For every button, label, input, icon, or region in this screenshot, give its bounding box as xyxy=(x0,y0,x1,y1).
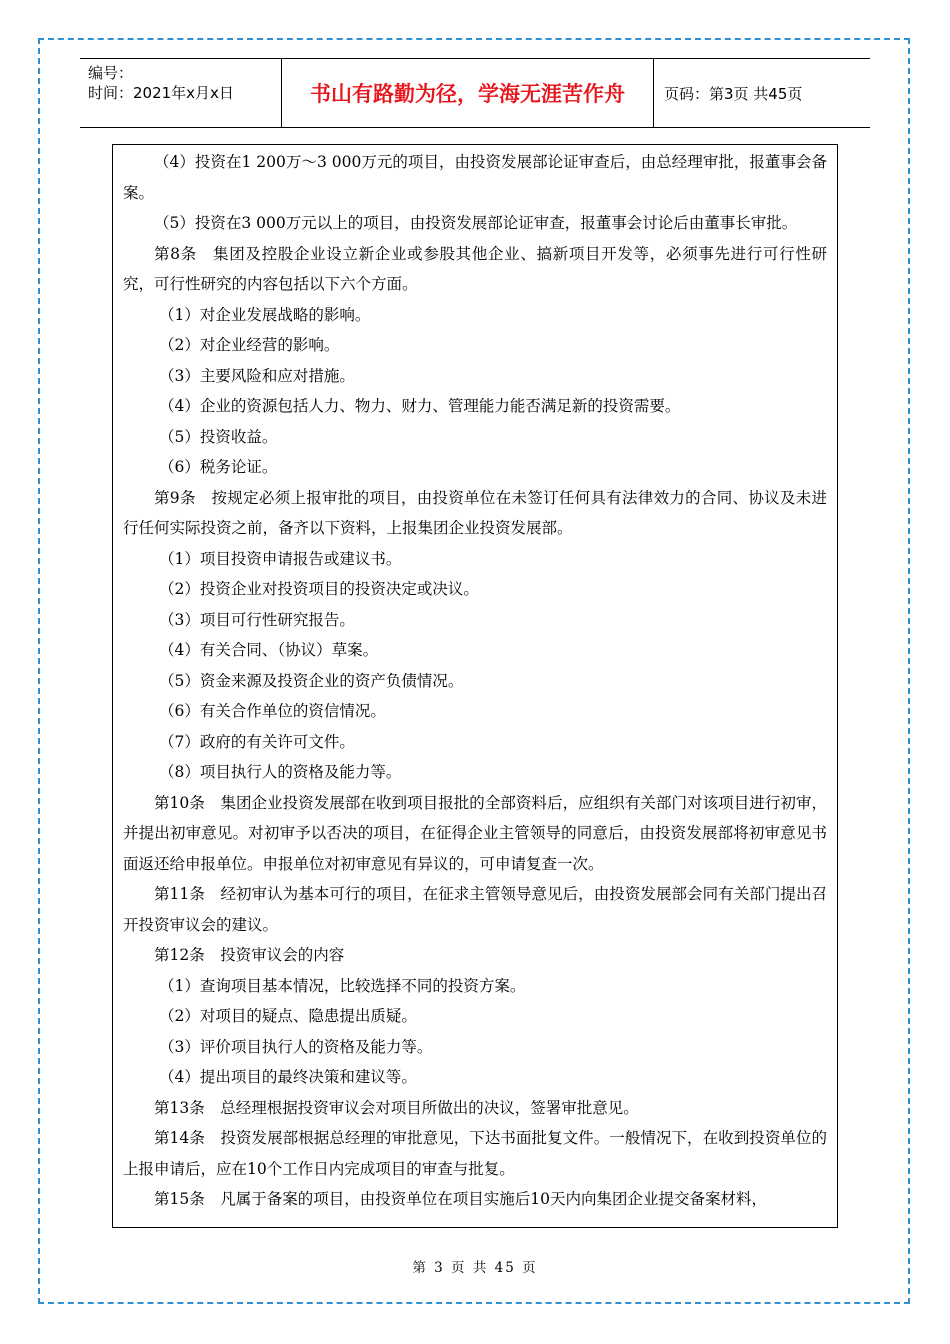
paragraph: 第11条 经初审认为基本可行的项目，在征求主管领导意见后，由投资发展部会同有关部门提出召开投资审议会的建议。 xyxy=(123,885,827,934)
document-body xyxy=(112,144,838,1228)
list-item: （4）企业的资源包括人力、物力、财力、管理能力能否满足新的投资需要。 xyxy=(159,397,681,415)
number-label: 编号： xyxy=(88,64,134,82)
page-footer: 第 3 页 共 45 页 xyxy=(412,1260,538,1276)
header-motto: 书山有路勤为径，学海无涯苦作舟 xyxy=(310,82,625,106)
list-item: （3）评价项目执行人的资格及能力等。 xyxy=(159,1037,433,1056)
list-item: （5）投资收益。 xyxy=(159,427,278,446)
paragraph: （4）投资在1 200万～3 000万元的项目，由投资发展部论证审查后，由总经理审批，报董事会备案。 xyxy=(123,153,827,202)
list-item: （2）对企业经营的影响。 xyxy=(159,336,340,354)
paragraph: 第13条 总经理根据投资审议会对项目所做出的决议，签署审批意见。 xyxy=(154,1098,639,1117)
list-item: （3）项目可行性研究报告。 xyxy=(159,610,355,629)
list-item: （5）资金来源及投资企业的资产负债情况。 xyxy=(159,671,464,690)
list-item: （2）对项目的疑点、隐患提出质疑。 xyxy=(159,1007,417,1025)
list-item: （1）对企业发展战略的影响。 xyxy=(159,305,371,324)
paragraph: 第12条 投资审议会的内容 xyxy=(154,946,345,964)
document-header xyxy=(80,58,870,128)
paragraph: 第14条 投资发展部根据总经理的审批意见，下达书面批复文件。一般情况下，在收到投资单位的上报申请后，应在10个工作日内完成项目的审查与批复。 xyxy=(123,1129,827,1178)
header-motto-cell xyxy=(282,59,654,127)
header-page-info: 页码：第3页 共45页 xyxy=(664,84,803,103)
list-item: （4）有关合同、（协议）草案。 xyxy=(159,641,379,659)
list-item: （8）项目执行人的资格及能力等。 xyxy=(159,763,402,781)
list-item: （1）项目投资申请报告或建议书。 xyxy=(159,549,402,568)
list-item: （4）提出项目的最终决策和建议等。 xyxy=(159,1068,417,1086)
paragraph: （5）投资在3 000万元以上的项目，由投资发展部论证审查，报董事会讨论后由董事长审批。 xyxy=(154,214,798,232)
paragraph: 第15条 凡属于备案的项目，由投资单位在项目实施后10天内向集团企业提交备案材料， xyxy=(154,1190,767,1208)
list-item: （2）投资企业对投资项目的投资决定或决议。 xyxy=(159,580,479,598)
header-meta-cell xyxy=(80,59,282,127)
list-item: （6）有关合作单位的资信情况。 xyxy=(159,702,386,720)
list-item: （1）查询项目基本情况，比较选择不同的投资方案。 xyxy=(159,976,526,995)
paragraph: 第10条 集团企业投资发展部在收到项目报批的全部资料后，应组织有关部门对该项目进行初审，并提出初审意见。对初审予以否决的项目，在征得企业主管领导的同意后，由投资发展部将初审意见书面返还给申报单位。申报单位对初审意见有异议的，可申请复查一次。 xyxy=(123,793,827,873)
list-item: （3）主要风险和应对措施。 xyxy=(159,366,355,385)
paragraph: 第8条 集团及控股企业设立新企业或参股其他企业、搞新项目开发等，必须事先进行可行性研究，可行性研究的内容包括以下六个方面。 xyxy=(123,244,827,293)
list-item: （7）政府的有关许可文件。 xyxy=(159,732,355,751)
time-label: 时间：2021年x月x日 xyxy=(88,84,234,102)
header-page-cell xyxy=(654,59,870,127)
paragraph: 第9条 按规定必须上报审批的项目，由投资单位在未签订任何具有法律效力的合同、协议及未进行任何实际投资之前，备齐以下资料，上报集团企业投资发展部。 xyxy=(123,488,827,537)
list-item: （6）税务论证。 xyxy=(159,458,278,476)
